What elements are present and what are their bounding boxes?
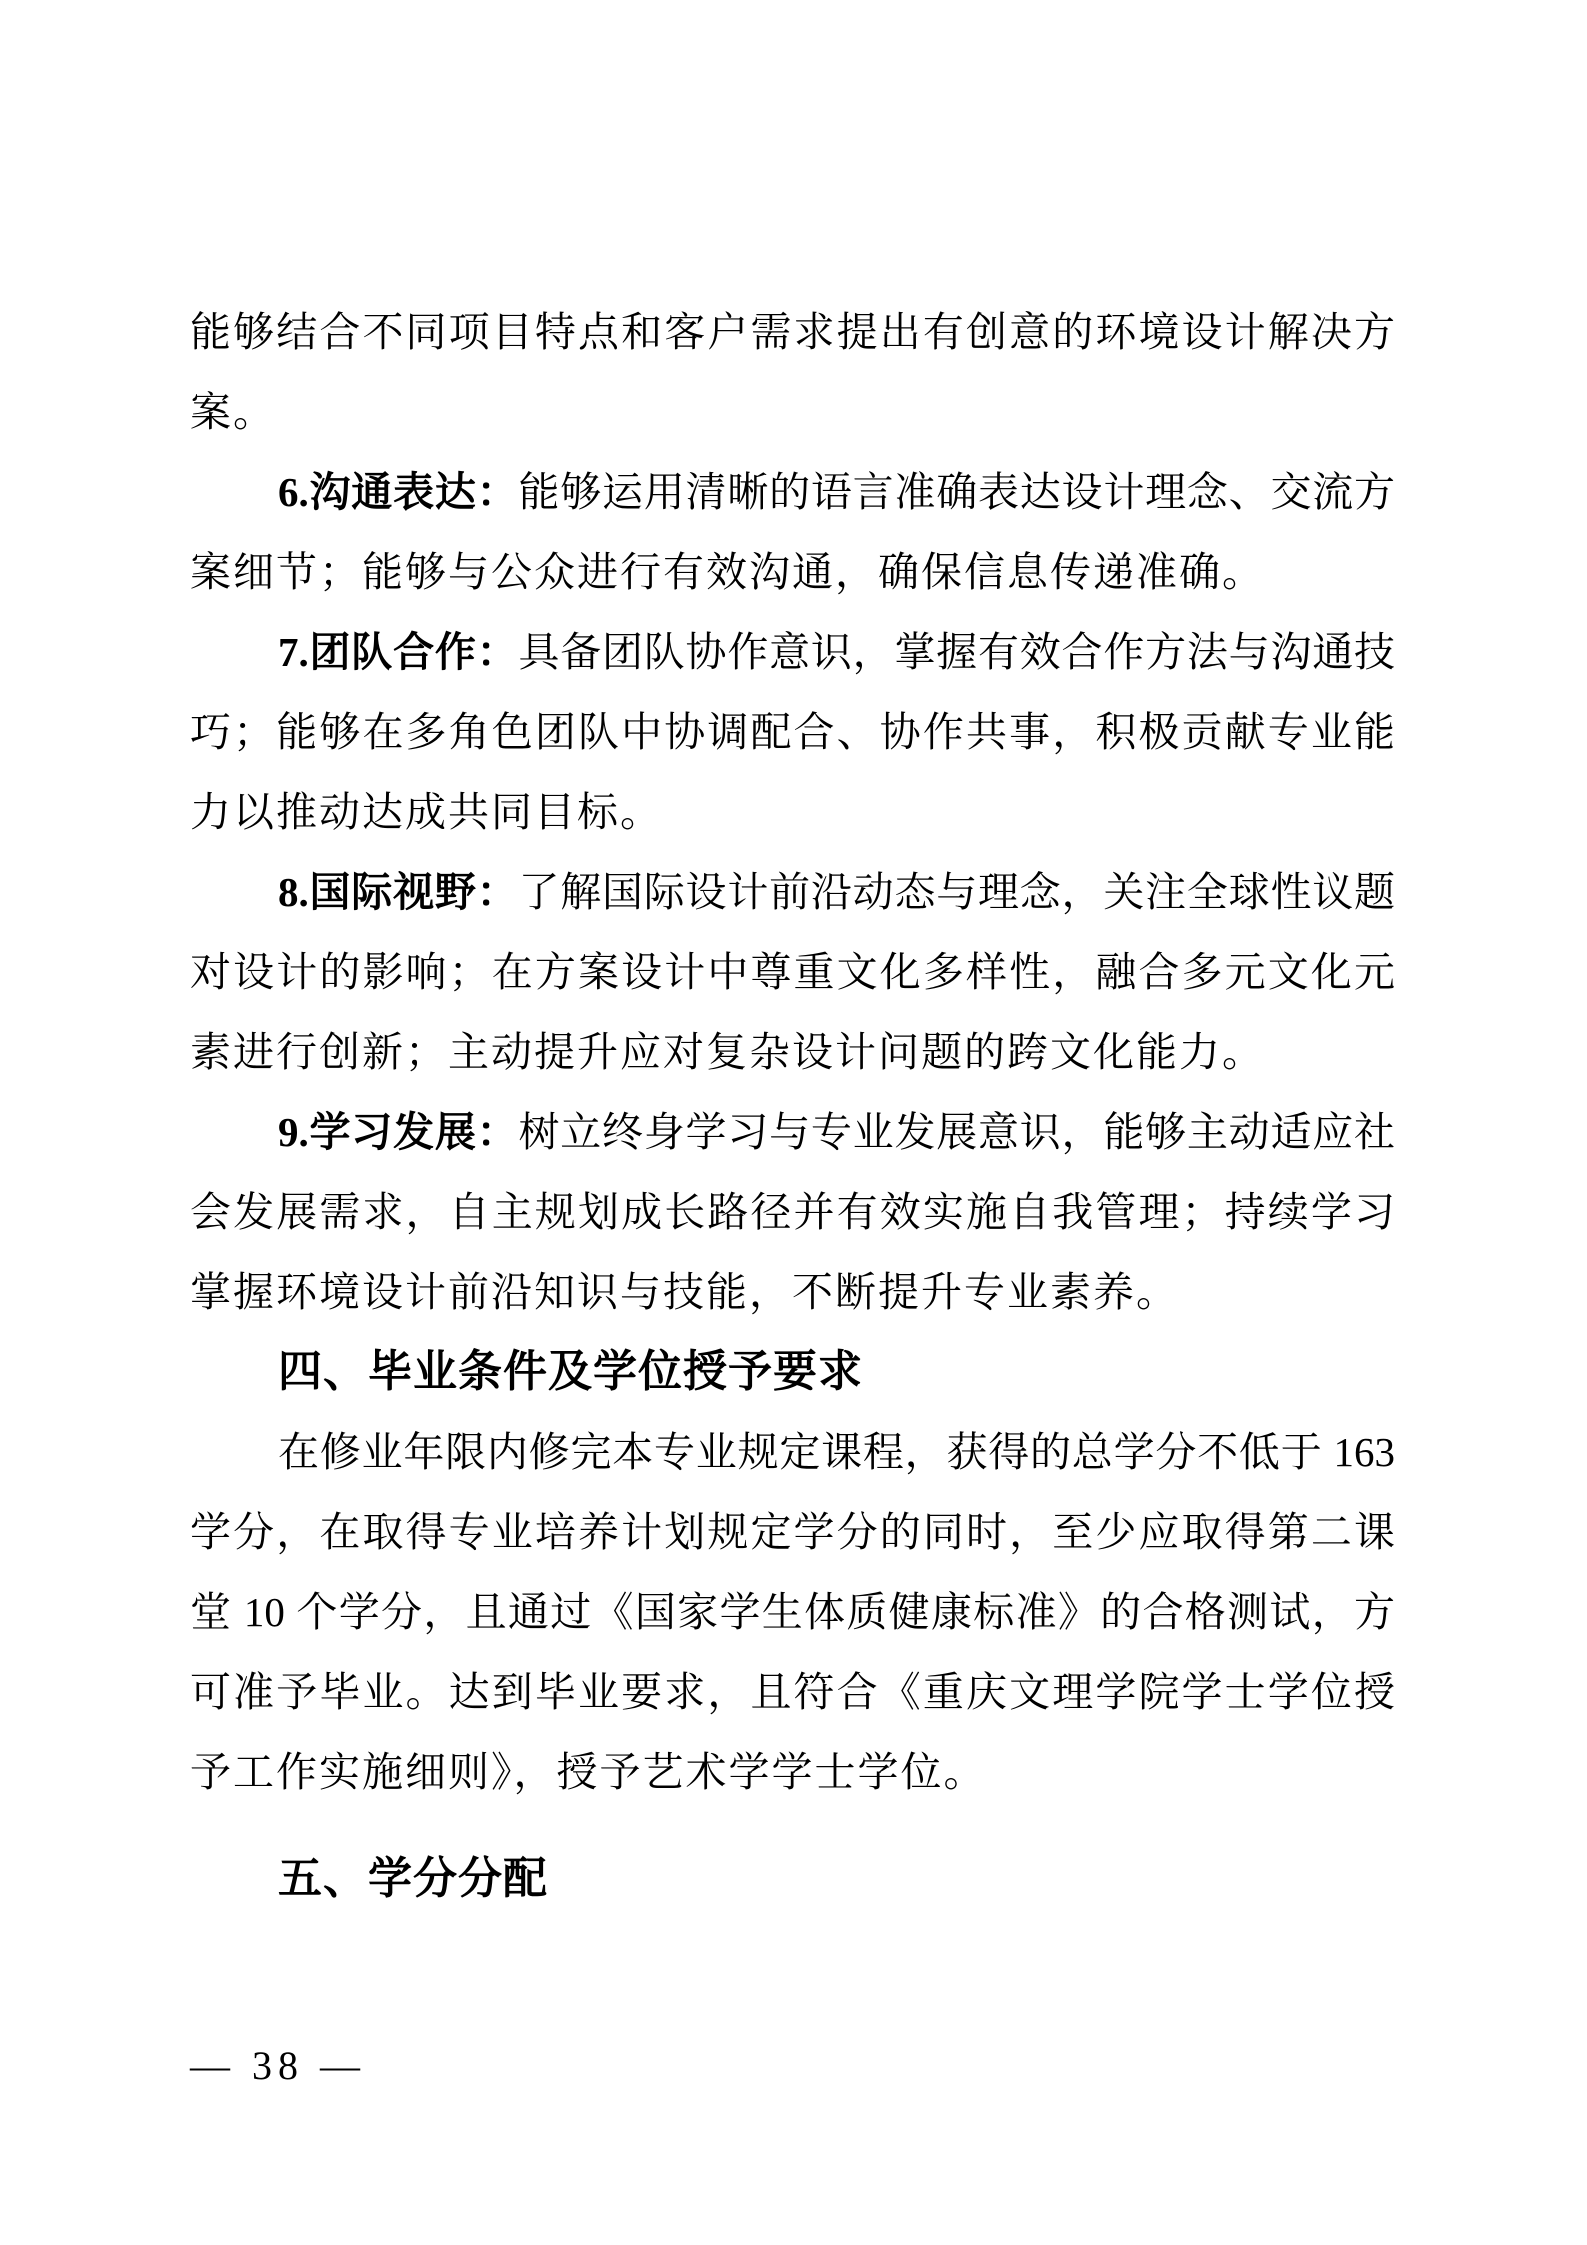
section-heading-credit-distribution: 五、学分分配: [278, 1854, 548, 1903]
page-number: — 38 —: [190, 2043, 366, 2088]
numbered-item-line: [190, 1092, 1395, 1172]
text-line: 学分，在取得专业培养计划规定学分的同时，至少应取得第二课: [190, 1509, 1395, 1555]
item-number-label: 6.沟通表达：: [278, 469, 519, 515]
item-number-label: 7.团队合作：: [278, 629, 519, 675]
section-heading-graduation-requirements: 四、毕业条件及学位授予要求: [278, 1347, 863, 1396]
paragraph-end-line: 案细节；能够与公众进行有效沟通，确保信息传递准确。: [190, 549, 1265, 595]
paragraph-end-line: 案。: [190, 389, 276, 435]
numbered-item-line: [190, 612, 1395, 692]
item-text: 树立终身学习与专业发展意识，能够主动适应社: [518, 1109, 1395, 1155]
item-text: 了解国际设计前沿动态与理念，关注全球性议题: [518, 869, 1395, 915]
item-number-label: 8.国际视野：: [278, 869, 519, 915]
paragraph-end-line: 予工作实施细则》，授予艺术学学士学位。: [190, 1749, 987, 1795]
text-line: 巧；能够在多角色团队中协调配合、协作共事，积极贡献专业能: [190, 709, 1395, 755]
item-text: 能够运用清晰的语言准确表达设计理念、交流方: [518, 469, 1395, 515]
numbered-item-line: [190, 452, 1395, 532]
text-line: 可准予毕业。达到毕业要求，且符合《重庆文理学院学士学位授: [190, 1669, 1395, 1715]
text-line: 会发展需求，自主规划成长路径并有效实施自我管理；持续学习: [190, 1189, 1395, 1235]
text-line: 能够结合不同项目特点和客户需求提出有创意的环境设计解决方: [190, 309, 1395, 355]
paragraph-end-line: 力以推动达成共同目标。: [190, 789, 663, 835]
paragraph-end-line: 掌握环境设计前沿知识与技能，不断提升专业素养。: [190, 1269, 1179, 1315]
paragraph-start-line: 在修业年限内修完本专业规定课程，获得的总学分不低于 163: [278, 1429, 1395, 1475]
page-content: [190, 292, 1395, 1919]
item-number-label: 9.学习发展：: [278, 1109, 519, 1155]
text-line: 对设计的影响；在方案设计中尊重文化多样性，融合多元文化元: [190, 949, 1395, 995]
numbered-item-line: [190, 852, 1395, 932]
text-line: 堂 10 个学分，且通过《国家学生体质健康标准》的合格测试，方: [190, 1589, 1395, 1635]
item-text: 具备团队协作意识，掌握有效合作方法与沟通技: [518, 629, 1395, 675]
paragraph-end-line: 素进行创新；主动提升应对复杂设计问题的跨文化能力。: [190, 1029, 1265, 1075]
